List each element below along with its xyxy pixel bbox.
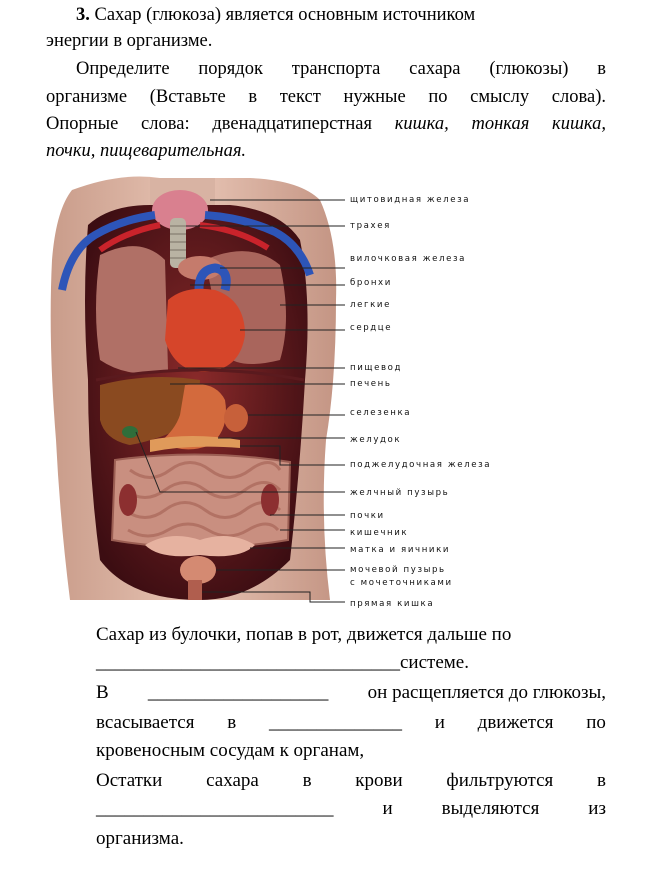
- rectum-shape: [188, 580, 202, 600]
- figure-labels: [350, 195, 491, 608]
- instruction-line-2: организме (Вставьте в текст нужные по смыслу слова).: [46, 87, 606, 107]
- exercise-text-6a: Остатки: [96, 770, 163, 791]
- exercise-text-6d: крови: [355, 770, 403, 791]
- exercise-text-5: кровеносным сосудам к органам,: [96, 740, 365, 761]
- task-number: 3.: [76, 5, 90, 25]
- exercise-text-1: Сахар из булочки, попав в рот, движется дальше по: [96, 624, 512, 645]
- label-bladder: мочевой пузырь: [350, 565, 446, 575]
- label-intestine: кишечник: [350, 528, 409, 538]
- heart-shape: [165, 289, 245, 372]
- blank-small-intestine[interactable]: ______________: [268, 712, 402, 733]
- lung-right-shape: [96, 246, 168, 373]
- label-kidneys: почки: [350, 511, 385, 521]
- task-intro-cont: энергии в организме.: [46, 31, 213, 51]
- exercise-text-6f: в: [597, 770, 606, 791]
- exercise-text-4b: в: [227, 712, 237, 733]
- exercise-text-8: организма.: [96, 828, 184, 849]
- label-gallbladder: желчный пузырь: [350, 488, 450, 498]
- label-uterus-ovaries: матка и яичники: [350, 545, 451, 555]
- keywords-prefix: Опорные слова: двенадцатиперстная: [46, 114, 373, 134]
- blank-kidneys[interactable]: _________________________: [96, 798, 334, 819]
- blank-digestive[interactable]: ________________________________: [96, 652, 400, 673]
- label-thyroid: щитовидная железа: [350, 195, 471, 205]
- exercise-text-4a: всасывается: [96, 712, 195, 733]
- exercise-line-5: [96, 738, 606, 764]
- task-intro: [76, 3, 616, 27]
- label-thymus: вилочковая железа: [350, 254, 467, 264]
- exercise-line-2: [96, 650, 606, 676]
- exercise-text-3a: В: [96, 682, 109, 703]
- label-rectum: прямая кишка: [350, 599, 435, 608]
- exercise-text-6b: сахара: [206, 770, 259, 791]
- kidney-right-shape: [261, 484, 279, 516]
- exercise-line-6: [96, 768, 606, 794]
- label-heart: сердце: [350, 323, 393, 333]
- task-intro-text: Сахар (глюкоза) является основным источником: [94, 5, 476, 25]
- instruction-line-1: Определите порядок транспорта сахара (глюкозы) в: [76, 59, 606, 79]
- exercise-line-3: [96, 680, 606, 706]
- exercise-text-6e: фильтруются: [446, 770, 554, 791]
- gallbladder-shape: [122, 426, 138, 438]
- exercise-text-3b: он расщепляется до глюкозы,: [367, 682, 606, 703]
- bladder-shape: [180, 556, 216, 584]
- kidney-left-shape: [119, 484, 137, 516]
- exercise-text-7b: и: [382, 798, 393, 819]
- label-liver: печень: [350, 379, 392, 389]
- label-pancreas: поджелудочная железа: [350, 460, 492, 470]
- exercise-text-2: системе.: [400, 652, 469, 673]
- exercise-text-7c: выделяются: [441, 798, 540, 819]
- keywords-italic-1: кишка, тонкая кишка,: [394, 114, 606, 134]
- instruction-line-4: почки, пищеварительная.: [46, 141, 247, 161]
- exercise-text-4e: по: [586, 712, 606, 733]
- label-ureters: с мочеточниками: [350, 578, 453, 588]
- exercise-line-1: [96, 622, 606, 648]
- label-esophagus: пищевод: [350, 363, 403, 373]
- exercise-text-6c: в: [302, 770, 312, 791]
- anatomy-figure: [0, 172, 652, 608]
- exercise-text-4c: и: [434, 712, 445, 733]
- exercise-line-4: [96, 710, 606, 736]
- instruction-line-3: [46, 112, 606, 136]
- exercise-text-4d: движется: [477, 712, 554, 733]
- label-bronchi: бронхи: [350, 278, 392, 288]
- label-lungs: легкие: [350, 300, 391, 310]
- label-trachea: трахея: [350, 221, 391, 231]
- label-spleen: селезенка: [350, 408, 412, 418]
- exercise-line-8: [96, 826, 606, 852]
- blank-duodenum[interactable]: ___________________: [147, 682, 329, 703]
- exercise-text-7d: из: [588, 798, 606, 819]
- label-stomach: желудок: [350, 435, 402, 445]
- spleen-shape: [224, 404, 248, 432]
- exercise-line-7: [96, 796, 606, 822]
